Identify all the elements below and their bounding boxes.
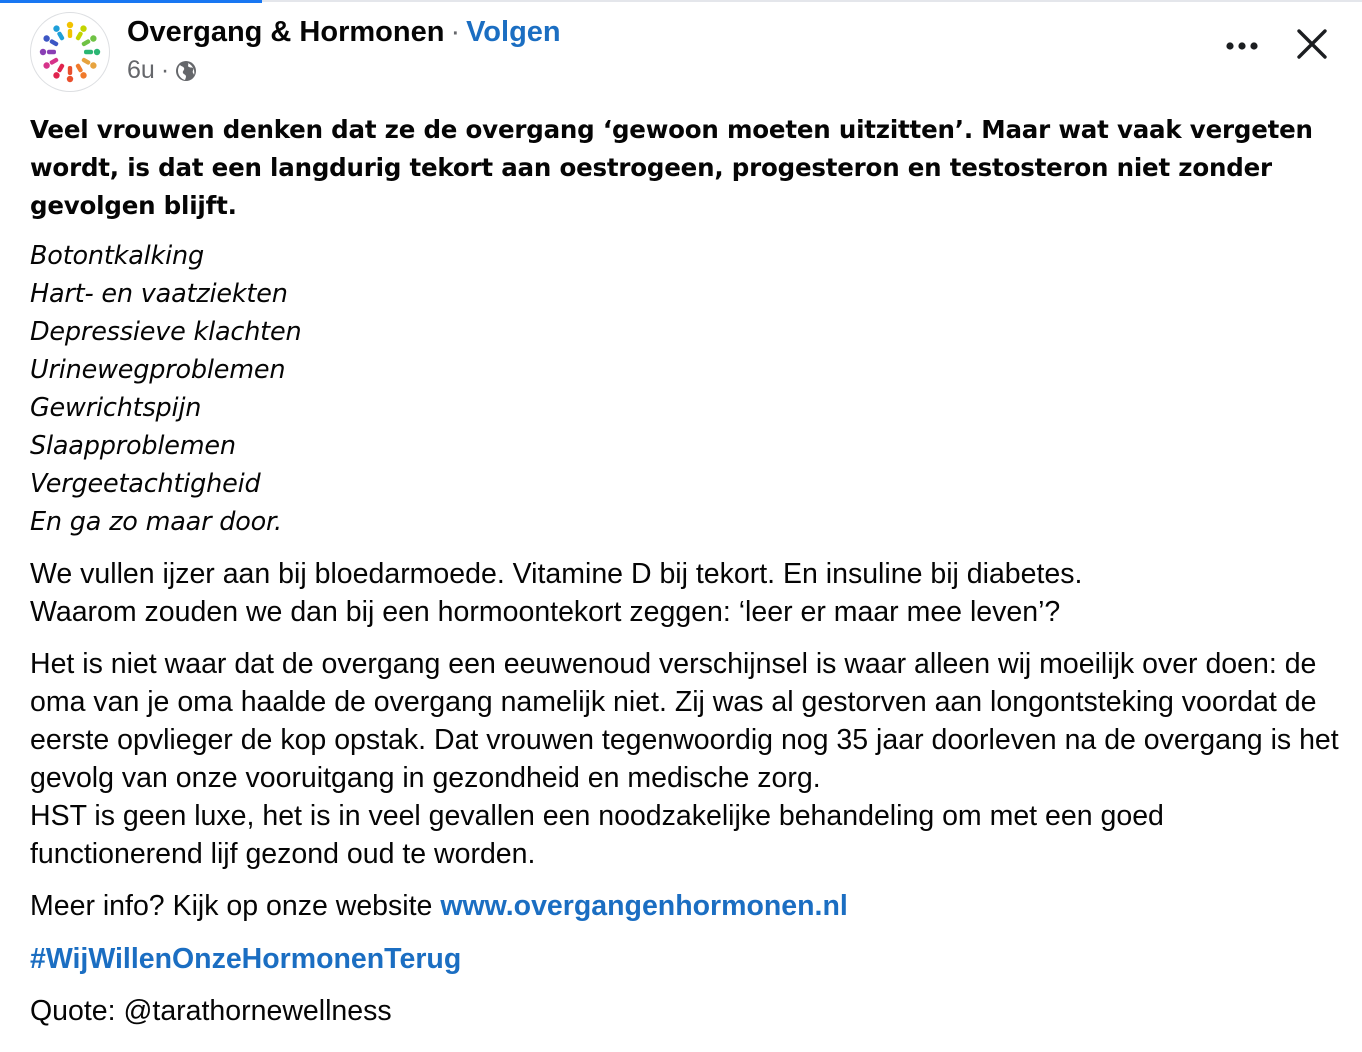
more-horizontal-icon: [1225, 41, 1259, 51]
hashtag-link[interactable]: #WijWillenOnzeHormonenTerug: [30, 943, 462, 975]
post-header: [30, 12, 1340, 92]
quote-credit: Quote: @tarathornewellness: [30, 995, 392, 1027]
follow-button[interactable]: Volgen: [466, 16, 561, 48]
paragraph-text: HST is geen luxe, het is in veel gevallen een noodzakelijke behandeling om met een goed functionerend lijf gezond oud te worden.: [30, 800, 1164, 870]
more-info-paragraph: [30, 887, 1340, 925]
paragraph-supplements: [30, 555, 1340, 631]
close-button[interactable]: [1290, 22, 1334, 66]
list-item: Urinewegproblemen: [30, 355, 286, 385]
paragraph-text: Het is niet waar dat de overgang een eeuwenoud verschijnsel is waar alleen wij moeilijk over doen: de oma van je oma haalde de overgang namelijk niet. Zij was al gestorven aan longontsteking voordat de eerste opvlieger de kop opstak. Dat vrouwen tegenwoordig nog 35 jaar doorleven na de overgang is het gevolg van onze vooruitgang in gezondheid en medische zorg.: [30, 648, 1339, 794]
list-item: Botontkalking: [30, 241, 204, 271]
more-options-button[interactable]: [1222, 26, 1262, 66]
list-item: Hart- en vaatziekten: [30, 279, 288, 309]
post-body: [30, 111, 1340, 1030]
paragraph-line: We vullen ijzer aan bij bloedarmoede. Vitamine D bij tekort. En insuline bij diabetes.: [30, 558, 1083, 590]
page-name-link[interactable]: Overgang & Hormonen: [127, 16, 445, 48]
title-separator: ·: [450, 16, 461, 48]
list-item: Vergeetachtigheid: [30, 469, 261, 499]
close-icon: [1296, 28, 1328, 60]
website-link[interactable]: www.overgangenhormonen.nl: [440, 890, 848, 922]
paragraph-history: [30, 645, 1340, 873]
logo-people-circle-icon: [31, 13, 109, 91]
intro-paragraph: Veel vrouwen denken dat ze de overgang ‘gewoon moeten uitzitten’. Maar wat vaak vergeten wordt, is dat een langdurig tekort aan oestrogeen, progesteron en testosteron niet zonder gevolgen blijft.: [30, 115, 1313, 220]
globe-icon: [175, 60, 197, 82]
paragraph-line: Waarom zouden we dan bij een hormoontekort zeggen: ‘leer er maar mee leven’?: [30, 596, 1061, 628]
list-item: En ga zo maar door.: [30, 507, 282, 537]
post-timestamp[interactable]: 6u: [127, 56, 155, 84]
list-item: Gewrichtspijn: [30, 393, 202, 423]
list-item: Slaapproblemen: [30, 431, 236, 461]
consequences-list: [30, 237, 1340, 541]
list-item: Depressieve klachten: [30, 317, 302, 347]
meta-separator: ·: [160, 56, 170, 84]
page-avatar[interactable]: [30, 12, 110, 92]
post-meta: [127, 56, 197, 85]
page-title-row: [127, 16, 561, 49]
more-info-text: Meer info? Kijk op onze website: [30, 890, 441, 922]
